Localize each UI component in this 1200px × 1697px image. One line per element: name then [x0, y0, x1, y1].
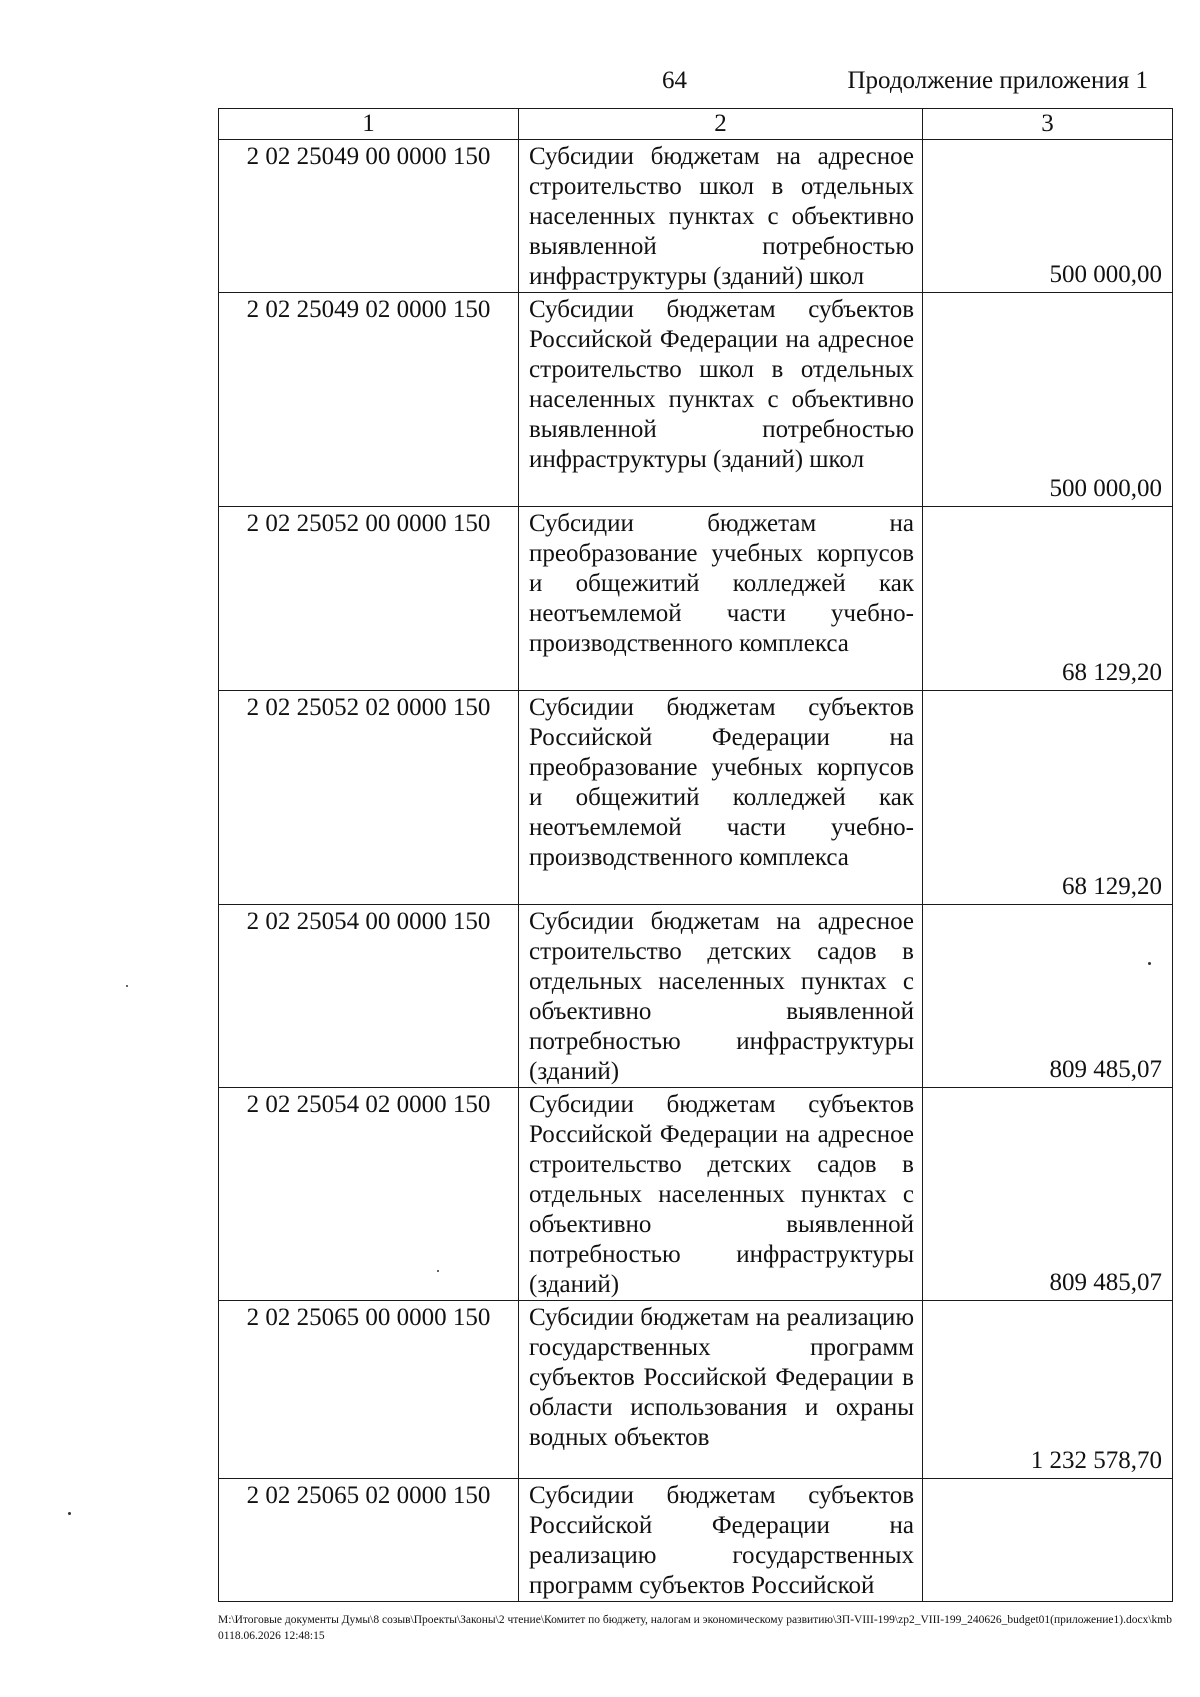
- table-row: [219, 140, 1173, 293]
- amount-value: 809 485,07: [923, 905, 1173, 1088]
- amount-value: 500 000,00: [923, 293, 1173, 507]
- income-description: Субсидии бюджетам на адресное строительство детских садов в отдельных населенных пунктах с объективно выявленной потребностью инфраструктуры (зданий): [519, 905, 923, 1088]
- document-file-path-footer: M:\Итоговые документы Думы\8 созыв\Проекты\Законы\2 чтение\Комитет по бюджету, налогам и экономическому развитию\ЗП-VIII-199\zp2_VIII-199_240626_budget01(приложение1).docx\kmb0118.06.2026 12:48:15: [218, 1614, 1172, 1642]
- page-number: 64: [662, 67, 687, 94]
- income-description: Субсидии бюджетам на преобразование учебных корпусов и общежитий колледжей как неотъемлемой части учебно-производственного комплекса: [519, 507, 923, 691]
- amount-value: 1 232 578,70: [923, 1301, 1173, 1479]
- amount-value: 68 129,20: [923, 691, 1173, 905]
- column-header-amount: 3: [923, 109, 1173, 140]
- table-row: [219, 293, 1173, 507]
- column-header-code: 1: [219, 109, 519, 140]
- table-row: [219, 691, 1173, 905]
- scan-speck: [1148, 962, 1151, 965]
- table-row: [219, 1301, 1173, 1479]
- scan-speck: [68, 1512, 71, 1515]
- appendix-continuation-caption: Продолжение приложения 1: [847, 67, 1148, 94]
- budget-code: 2 02 25049 00 0000 150: [219, 140, 519, 293]
- budget-table: [218, 108, 1173, 1602]
- table-row: [219, 507, 1173, 691]
- income-description: Субсидии бюджетам субъектов Российской Федерации на адресное строительство школ в отдельных населенных пунктах с объективно выявленной потребностью инфраструктуры (зданий) школ: [519, 293, 923, 507]
- amount-value: 68 129,20: [923, 507, 1173, 691]
- budget-code: 2 02 25054 02 0000 150: [219, 1088, 519, 1301]
- amount-value: 500 000,00: [923, 140, 1173, 293]
- table-header-row: [219, 109, 1173, 140]
- budget-code: 2 02 25052 00 0000 150: [219, 507, 519, 691]
- budget-code: 2 02 25052 02 0000 150: [219, 691, 519, 905]
- income-description: Субсидии бюджетам на адресное строительство школ в отдельных населенных пунктах с объективно выявленной потребностью инфраструктуры (зданий) школ: [519, 140, 923, 293]
- budget-code: 2 02 25049 02 0000 150: [219, 293, 519, 507]
- income-description: Субсидии бюджетам субъектов Российской Федерации на реализацию государственных программ субъектов Российской: [519, 1479, 923, 1602]
- income-description: Субсидии бюджетам субъектов Российской Федерации на преобразование учебных корпусов и общежитий колледжей как неотъемлемой части учебно-производственного комплекса: [519, 691, 923, 905]
- scan-speck: [437, 1270, 439, 1272]
- amount-value: [923, 1479, 1173, 1602]
- budget-code: 2 02 25065 02 0000 150: [219, 1479, 519, 1602]
- budget-code: 2 02 25054 00 0000 150: [219, 905, 519, 1088]
- table-row: [219, 905, 1173, 1088]
- income-description: Субсидии бюджетам субъектов Российской Федерации на адресное строительство детских садов в отдельных населенных пунктах с объективно выявленной потребностью инфраструктуры (зданий): [519, 1088, 923, 1301]
- table-row: [219, 1088, 1173, 1301]
- column-header-name: 2: [519, 109, 923, 140]
- scan-speck: [126, 985, 128, 987]
- budget-code: 2 02 25065 00 0000 150: [219, 1301, 519, 1479]
- amount-value: 809 485,07: [923, 1088, 1173, 1301]
- table-row: [219, 1479, 1173, 1602]
- income-description: Субсидии бюджетам на реализацию государственных программ субъектов Российской Федерации в области использования и охраны водных объектов: [519, 1301, 923, 1479]
